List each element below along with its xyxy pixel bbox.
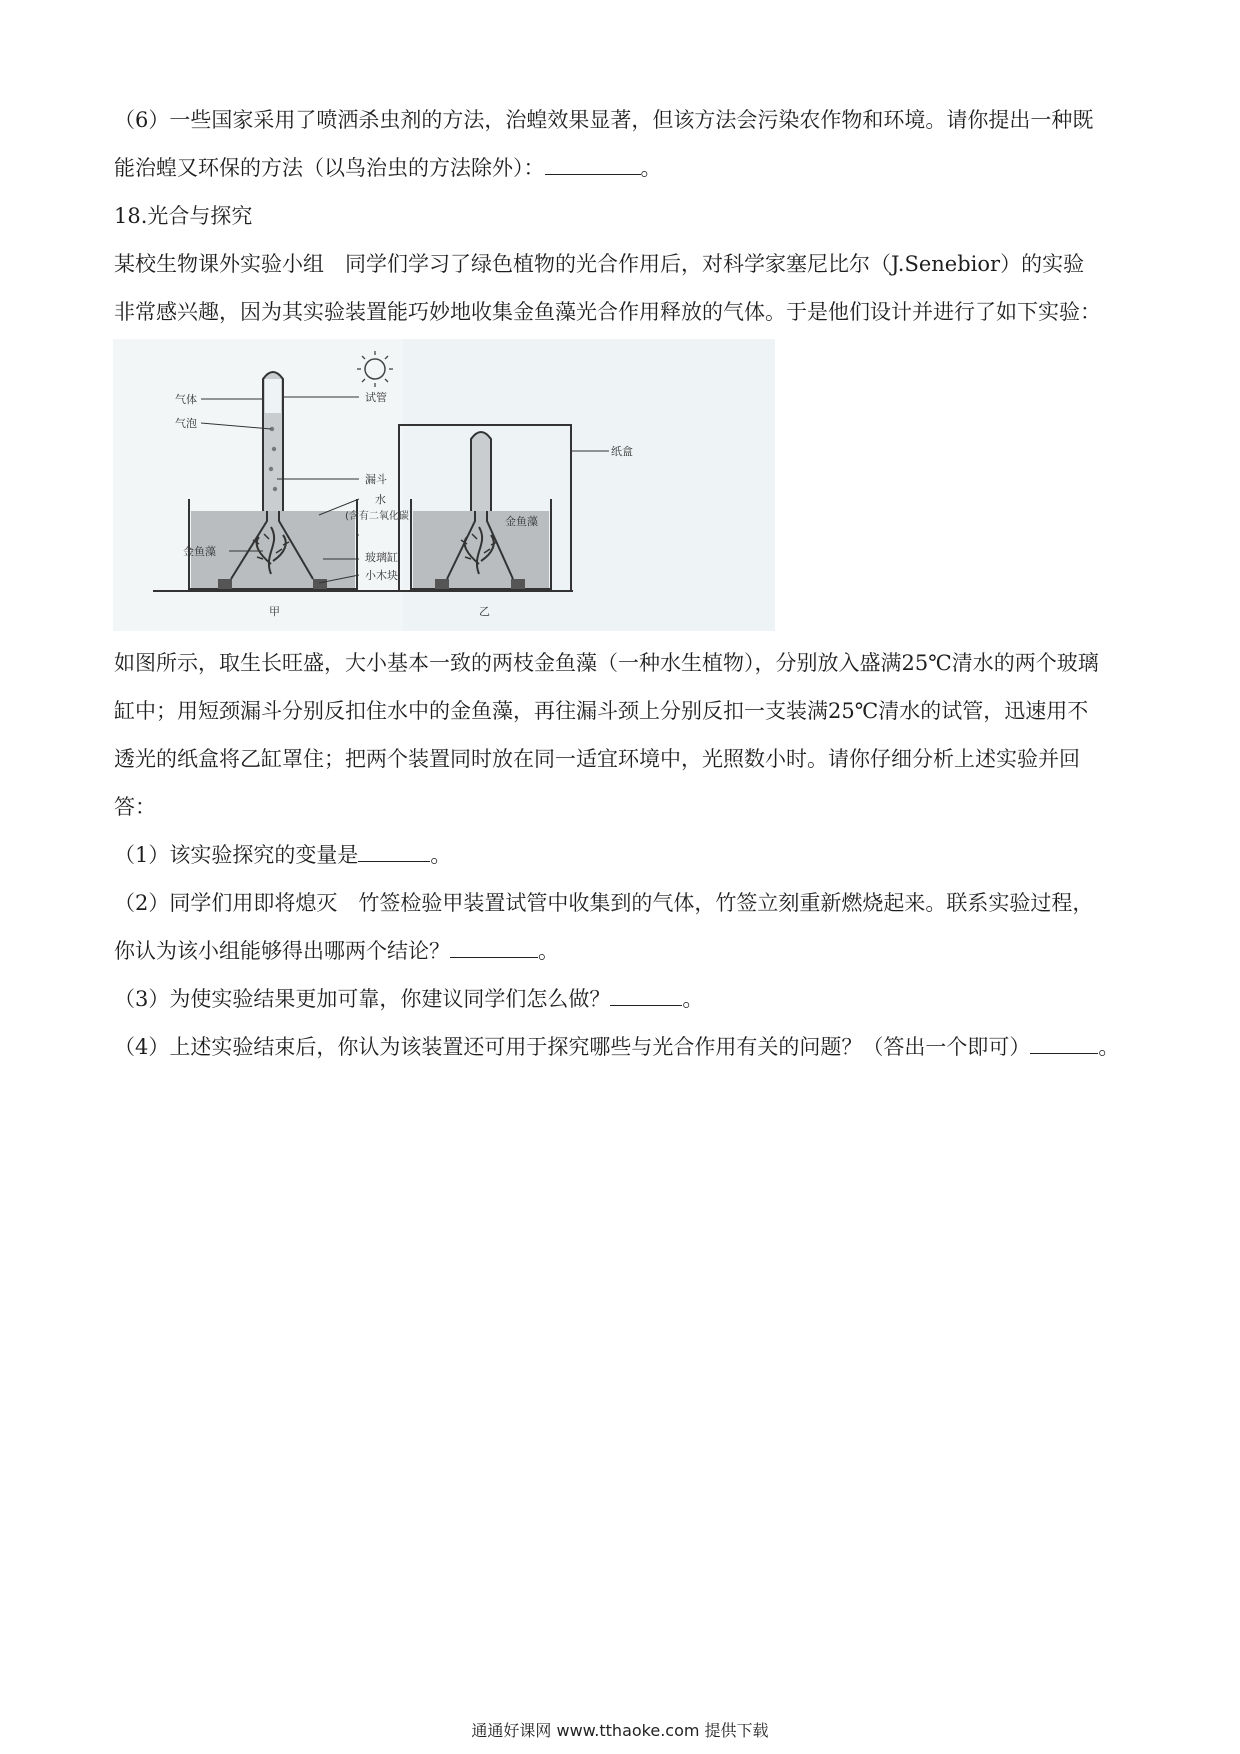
- label-water-note: (含有二氧化碳): [345, 511, 413, 522]
- label-wood-block: 小木块: [365, 569, 398, 582]
- question-18-body: [114, 639, 1134, 1071]
- experiment-figure: [113, 339, 775, 631]
- q18-desc-line-3: 透光的纸盒将乙缸罩住；把两个装置同时放在同一适宜环境中，光照数小时。请你仔细分析上述实验并回: [114, 747, 1080, 771]
- q18-intro-line-1: 某校生物课外实验小组 同学们学习了绿色植物的光合作用后，对科学家塞尼比尔（J.Senebior）的实验: [114, 252, 1085, 276]
- answer-blank-3[interactable]: [610, 983, 682, 1006]
- q18-desc-line-2: 缸中；用短颈漏斗分别反扣住水中的金鱼藻，再往漏斗颈上分别反扣一支装满25℃清水的试管，迅速用不: [114, 699, 1089, 723]
- experiment-apparatus-diagram: [113, 339, 775, 631]
- q18-intro-line-2: 非常感兴趣，因为其实验装置能巧妙地收集金鱼藻光合作用释放的气体。于是他们设计并进行了如下实验：: [114, 300, 1101, 324]
- label-water: 水: [375, 493, 386, 506]
- answer-blank-2[interactable]: [450, 935, 538, 958]
- label-bubble: 气泡: [175, 417, 197, 430]
- label-gas: 气体: [175, 393, 197, 406]
- answer-blank-q6[interactable]: [545, 152, 641, 175]
- label-hornwort-left: 金鱼藻: [183, 545, 216, 558]
- q18-desc-line-4: 答：: [114, 795, 156, 819]
- q18-sub-1: （1）该实验探究的变量是 。: [114, 831, 1134, 879]
- page-footer: 通通好课网 www.tthaoke.com 提供下载: [471, 1721, 769, 1740]
- q18-desc-line-1: 如图所示，取生长旺盛，大小基本一致的两枝金鱼藻（一种水生植物），分别放入盛满25℃清水的两个玻璃: [114, 651, 1099, 675]
- label-glass-tank: 玻璃缸: [365, 551, 398, 564]
- q6-line-2-text: 能治蝗又环保的方法（以鸟治虫的方法除外）：: [114, 156, 545, 180]
- q18-sub-2-line-1: （2）同学们用即将熄灭 竹签检验甲装置试管中收集到的气体，竹签立刻重新燃烧起来。联系实验过程，: [114, 891, 1094, 915]
- label-yi: 乙: [479, 605, 490, 618]
- q18-sub-2-line-2: 你认为该小组能够得出哪两个结论？ 。: [114, 927, 1134, 975]
- label-paper-box: 纸盒: [611, 445, 633, 458]
- label-funnel: 漏斗: [365, 473, 387, 486]
- apparatus-yi: [399, 425, 609, 591]
- question-6: [114, 96, 1134, 192]
- q6-line-1: （6）一些国家采用了喷洒杀虫剂的方法，治蝗效果显著，但该方法会污染农作物和环境。请你提出一种既: [114, 108, 1094, 132]
- question-18-header: [114, 192, 1134, 336]
- answer-blank-4[interactable]: [1030, 1031, 1098, 1054]
- q18-sub-3: （3）为使实验结果更加可靠，你建议同学们怎么做？ 。: [114, 975, 1134, 1023]
- q6-line-2-end: 。: [640, 156, 662, 180]
- q6-line-2: [114, 144, 1134, 192]
- answer-blank-1[interactable]: [358, 839, 430, 862]
- q18-sub-4: （4）上述实验结束后，你认为该装置还可用于探究哪些与光合作用有关的问题？（答出一个即可） 。: [114, 1023, 1134, 1071]
- label-hornwort-right: 金鱼藻: [505, 515, 538, 528]
- label-jia: 甲: [269, 605, 280, 618]
- question-18-title: 18.光合与探究: [114, 204, 253, 228]
- label-test-tube: 试管: [365, 391, 387, 404]
